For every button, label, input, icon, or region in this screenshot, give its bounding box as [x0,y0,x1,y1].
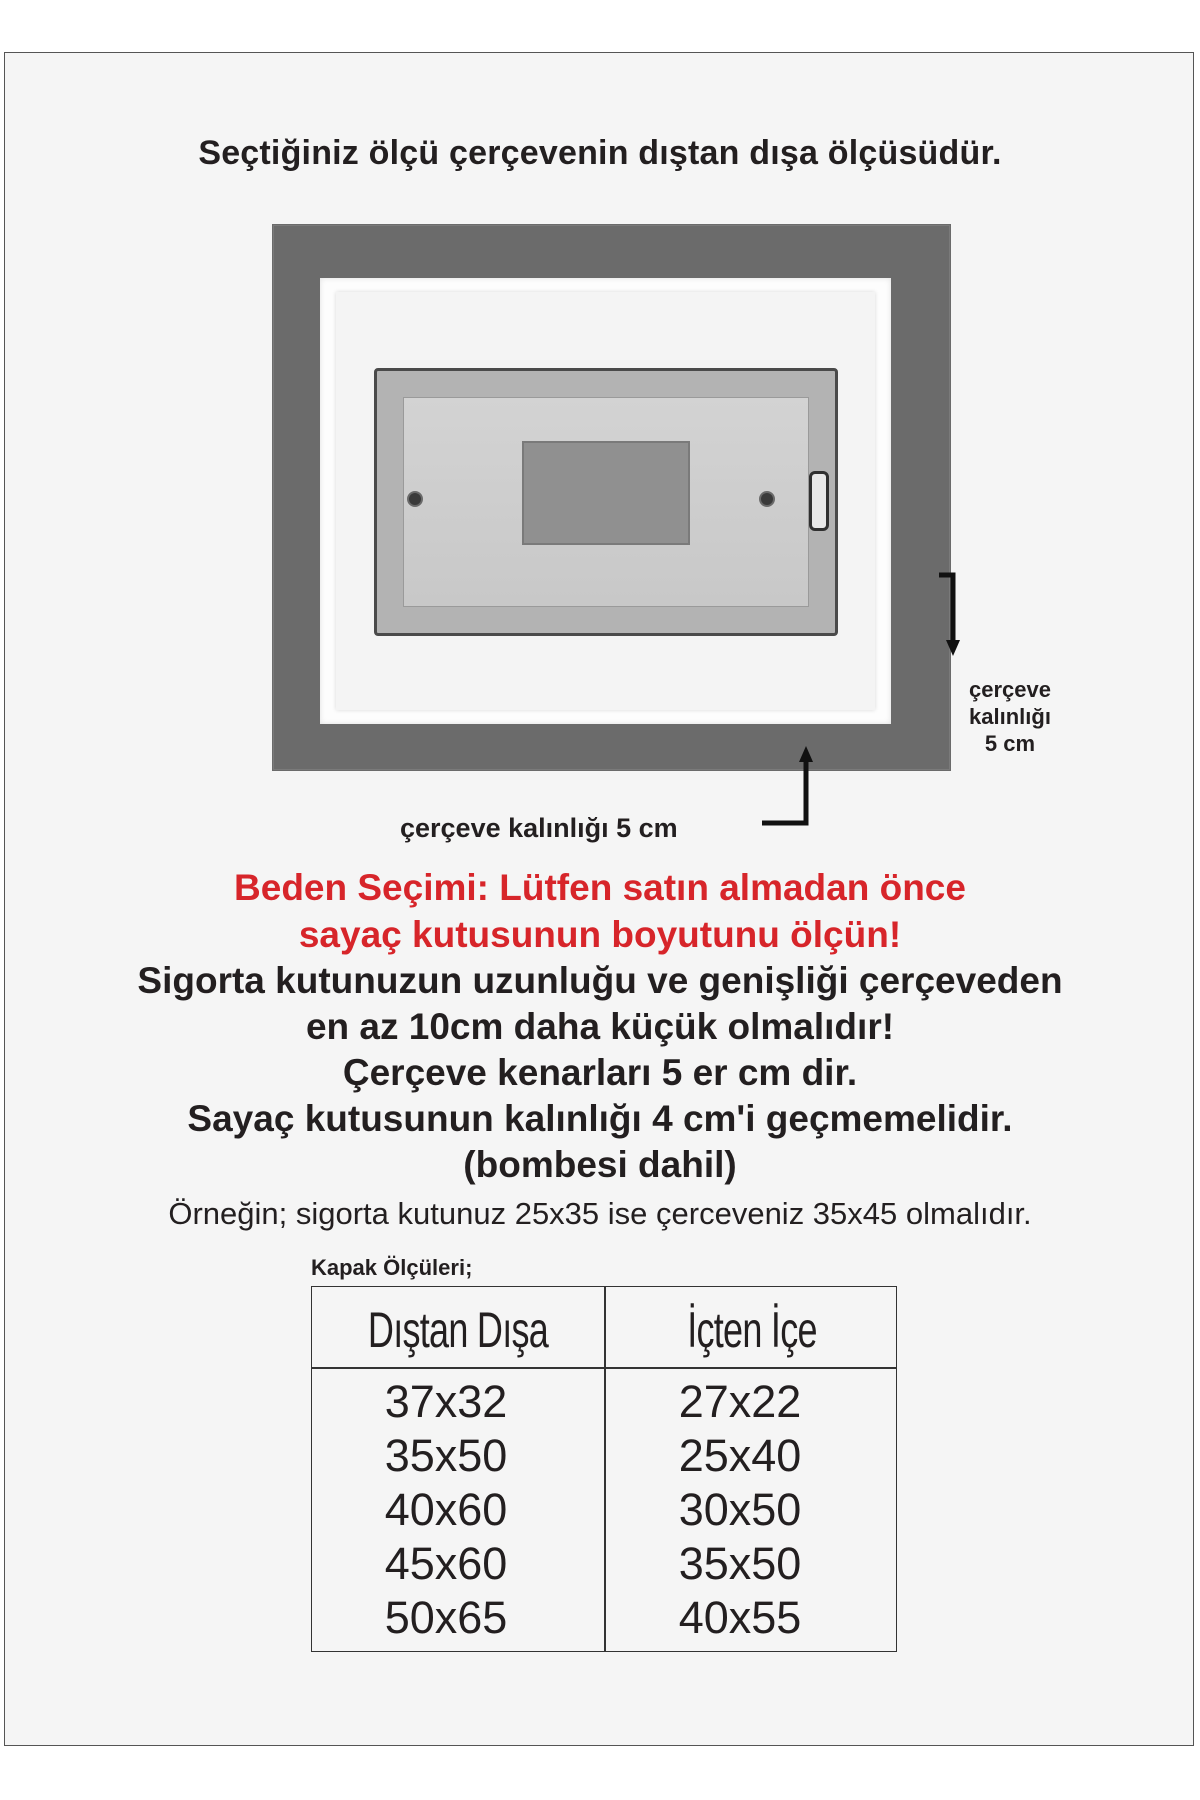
table-cell: 35x50 [678,1538,802,1589]
table-cell: 27x22 [678,1376,802,1427]
table-header-inner: İçten İçe [687,1302,817,1358]
table-cell: 37x32 [384,1376,508,1427]
warning-line: sayaç kutusunun boyutunu ölçün! [298,914,902,955]
table-cell: 40x55 [678,1592,802,1643]
table-header-outer: Dıştan Dışa [367,1302,549,1358]
table-cell: 50x65 [384,1592,508,1643]
latch-icon [809,471,829,531]
warning-line: Beden Seçimi: Lütfen satın almadan önce [234,867,966,908]
table-cell: 40x60 [384,1484,508,1535]
side-label-line: çerçeve [969,677,1051,702]
size-table [311,1286,897,1652]
table-column-inner [594,1375,886,1645]
example-text: Örneğin; sigorta kutunuz 25x35 ise çerceveniz 35x45 olmalıdır. [168,1196,1032,1231]
instruction-line: en az 10cm daha küçük olmalıdır! [305,1006,895,1047]
instruction-line: Sayaç kutusunun kalınlığı 4 cm'i geçmemelidir. [187,1098,1013,1139]
side-label-line: 5 cm [984,731,1036,756]
frame-thickness-bottom-label: çerçeve kalınlığı 5 cm [400,813,678,843]
instruction-line: Sigorta kutunuzun uzunluğu ve genişliği çerçeveden [137,960,1063,1001]
fuse-box-cover [374,368,838,636]
cover-window [522,441,690,545]
side-label-line: kalınlığı [969,704,1051,729]
table-cell: 30x50 [678,1484,802,1535]
frame-thickness-side-label [955,676,1065,757]
table-cell: 45x60 [384,1538,508,1589]
screw-icon [407,491,423,507]
table-header-divider [312,1367,896,1369]
instruction-line: Çerçeve kenarları 5 er cm dir. [342,1052,858,1093]
table-cell: 25x40 [678,1430,802,1481]
screw-icon [759,491,775,507]
table-cell: 35x50 [384,1430,508,1481]
table-column-outer [300,1375,592,1645]
page-title: Seçtiğiniz ölçü çerçevenin dıştan dışa ölçüsüdür. [198,134,1002,172]
side-arrow-icon [935,572,965,660]
table-title: Kapak Ölçüleri; [311,1255,473,1280]
bottom-arrow-icon [762,744,820,834]
instruction-line: (bombesi dahil) [463,1144,737,1185]
